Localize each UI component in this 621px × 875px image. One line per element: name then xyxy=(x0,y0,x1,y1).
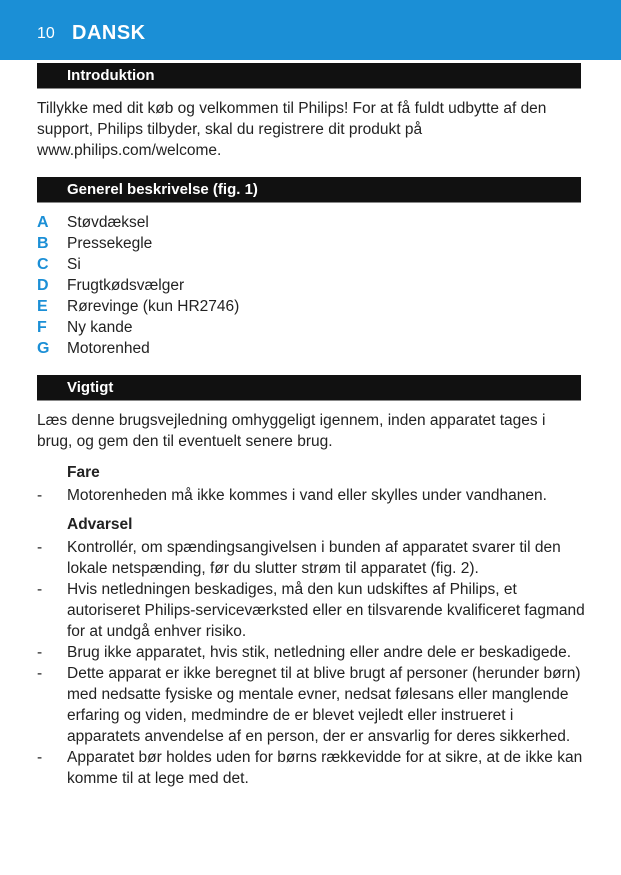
list-item xyxy=(37,212,577,233)
list-item xyxy=(37,579,585,642)
list-item xyxy=(37,254,577,275)
bullet-dash: - xyxy=(37,487,43,504)
list-item xyxy=(37,317,577,338)
bullet-text: Dette apparat er ikke beregnet til at blive brugt af personer (herunder børn) med nedsatte fysiske og mentale evner, nedsat følesans eller manglende erfaring og viden, medmindre de er blevet vejledt eller instrueret i apparatets anvendelse af en person, der er ansvarlig for deres sikkerhed. xyxy=(67,665,581,745)
list-item xyxy=(37,663,585,747)
bullet-text: Brug ikke apparatet, hvis stik, netledning eller andre dele er beskadigede. xyxy=(67,644,572,661)
part-letter: F xyxy=(37,319,47,336)
important-paragraph: Læs denne brugsvejledning omhyggeligt igennem, inden apparatet tages i brug, og gem den til eventuelt senere brug. xyxy=(37,412,546,450)
language-title: DANSK xyxy=(72,22,146,44)
part-letter: B xyxy=(37,235,49,252)
part-label: Frugtkødsvælger xyxy=(67,277,185,294)
danger-list xyxy=(37,485,585,506)
list-item xyxy=(37,642,585,663)
bullet-dash: - xyxy=(37,665,43,682)
part-label: Si xyxy=(67,256,81,273)
bullet-dash: - xyxy=(37,539,43,556)
warning-list xyxy=(37,537,585,789)
page-header-bar xyxy=(0,0,621,60)
section-heading-intro: Introduktion xyxy=(37,63,581,89)
part-label: Motorenhed xyxy=(67,340,150,357)
bullet-dash: - xyxy=(37,581,43,598)
part-letter: C xyxy=(37,256,49,273)
part-letter: A xyxy=(37,214,49,231)
part-label: Ny kande xyxy=(67,319,133,336)
part-label: Pressekegle xyxy=(67,235,153,252)
list-item xyxy=(37,233,577,254)
list-item xyxy=(37,275,577,296)
section-heading-important: Vigtigt xyxy=(37,375,581,401)
danger-heading: Fare xyxy=(67,464,100,481)
part-letter: D xyxy=(37,277,49,294)
list-item xyxy=(37,747,585,789)
list-item xyxy=(37,296,577,317)
intro-paragraph: Tillykke med dit køb og velkommen til Philips! For at få fuldt udbytte af den support, Philips tilbyder, skal du registrere dit produkt på www.philips.com/welcome. xyxy=(37,100,547,159)
list-item xyxy=(37,485,585,506)
bullet-text: Motorenheden må ikke kommes i vand eller skylles under vandhanen. xyxy=(67,487,547,504)
bullet-text: Hvis netledningen beskadiges, må den kun udskiftes af Philips, et autoriseret Philips-serviceværksted eller en tilsvarende kvalificeret fagmand for at undgå enhver risiko. xyxy=(67,581,585,640)
list-item xyxy=(37,537,585,579)
section-heading-description: Generel beskrivelse (fig. 1) xyxy=(37,177,581,203)
list-item xyxy=(37,338,577,359)
page-number: 10 xyxy=(37,25,55,42)
bullet-dash: - xyxy=(37,749,43,766)
bullet-text: Kontrollér, om spændingsangivelsen i bunden af apparatet svarer til den lokale netspænding, før du slutter strøm til apparatet (fig. 2). xyxy=(67,539,561,577)
part-letter: G xyxy=(37,340,50,357)
part-label: Støvdæksel xyxy=(67,214,149,231)
bullet-text: Apparatet bør holdes uden for børns rækkevidde for at sikre, at de ikke kan komme til at lege med det. xyxy=(67,749,583,787)
warning-heading: Advarsel xyxy=(67,516,133,533)
parts-list xyxy=(37,212,577,359)
part-letter: E xyxy=(37,298,48,315)
part-label: Rørevinge (kun HR2746) xyxy=(67,298,240,315)
bullet-dash: - xyxy=(37,644,43,661)
